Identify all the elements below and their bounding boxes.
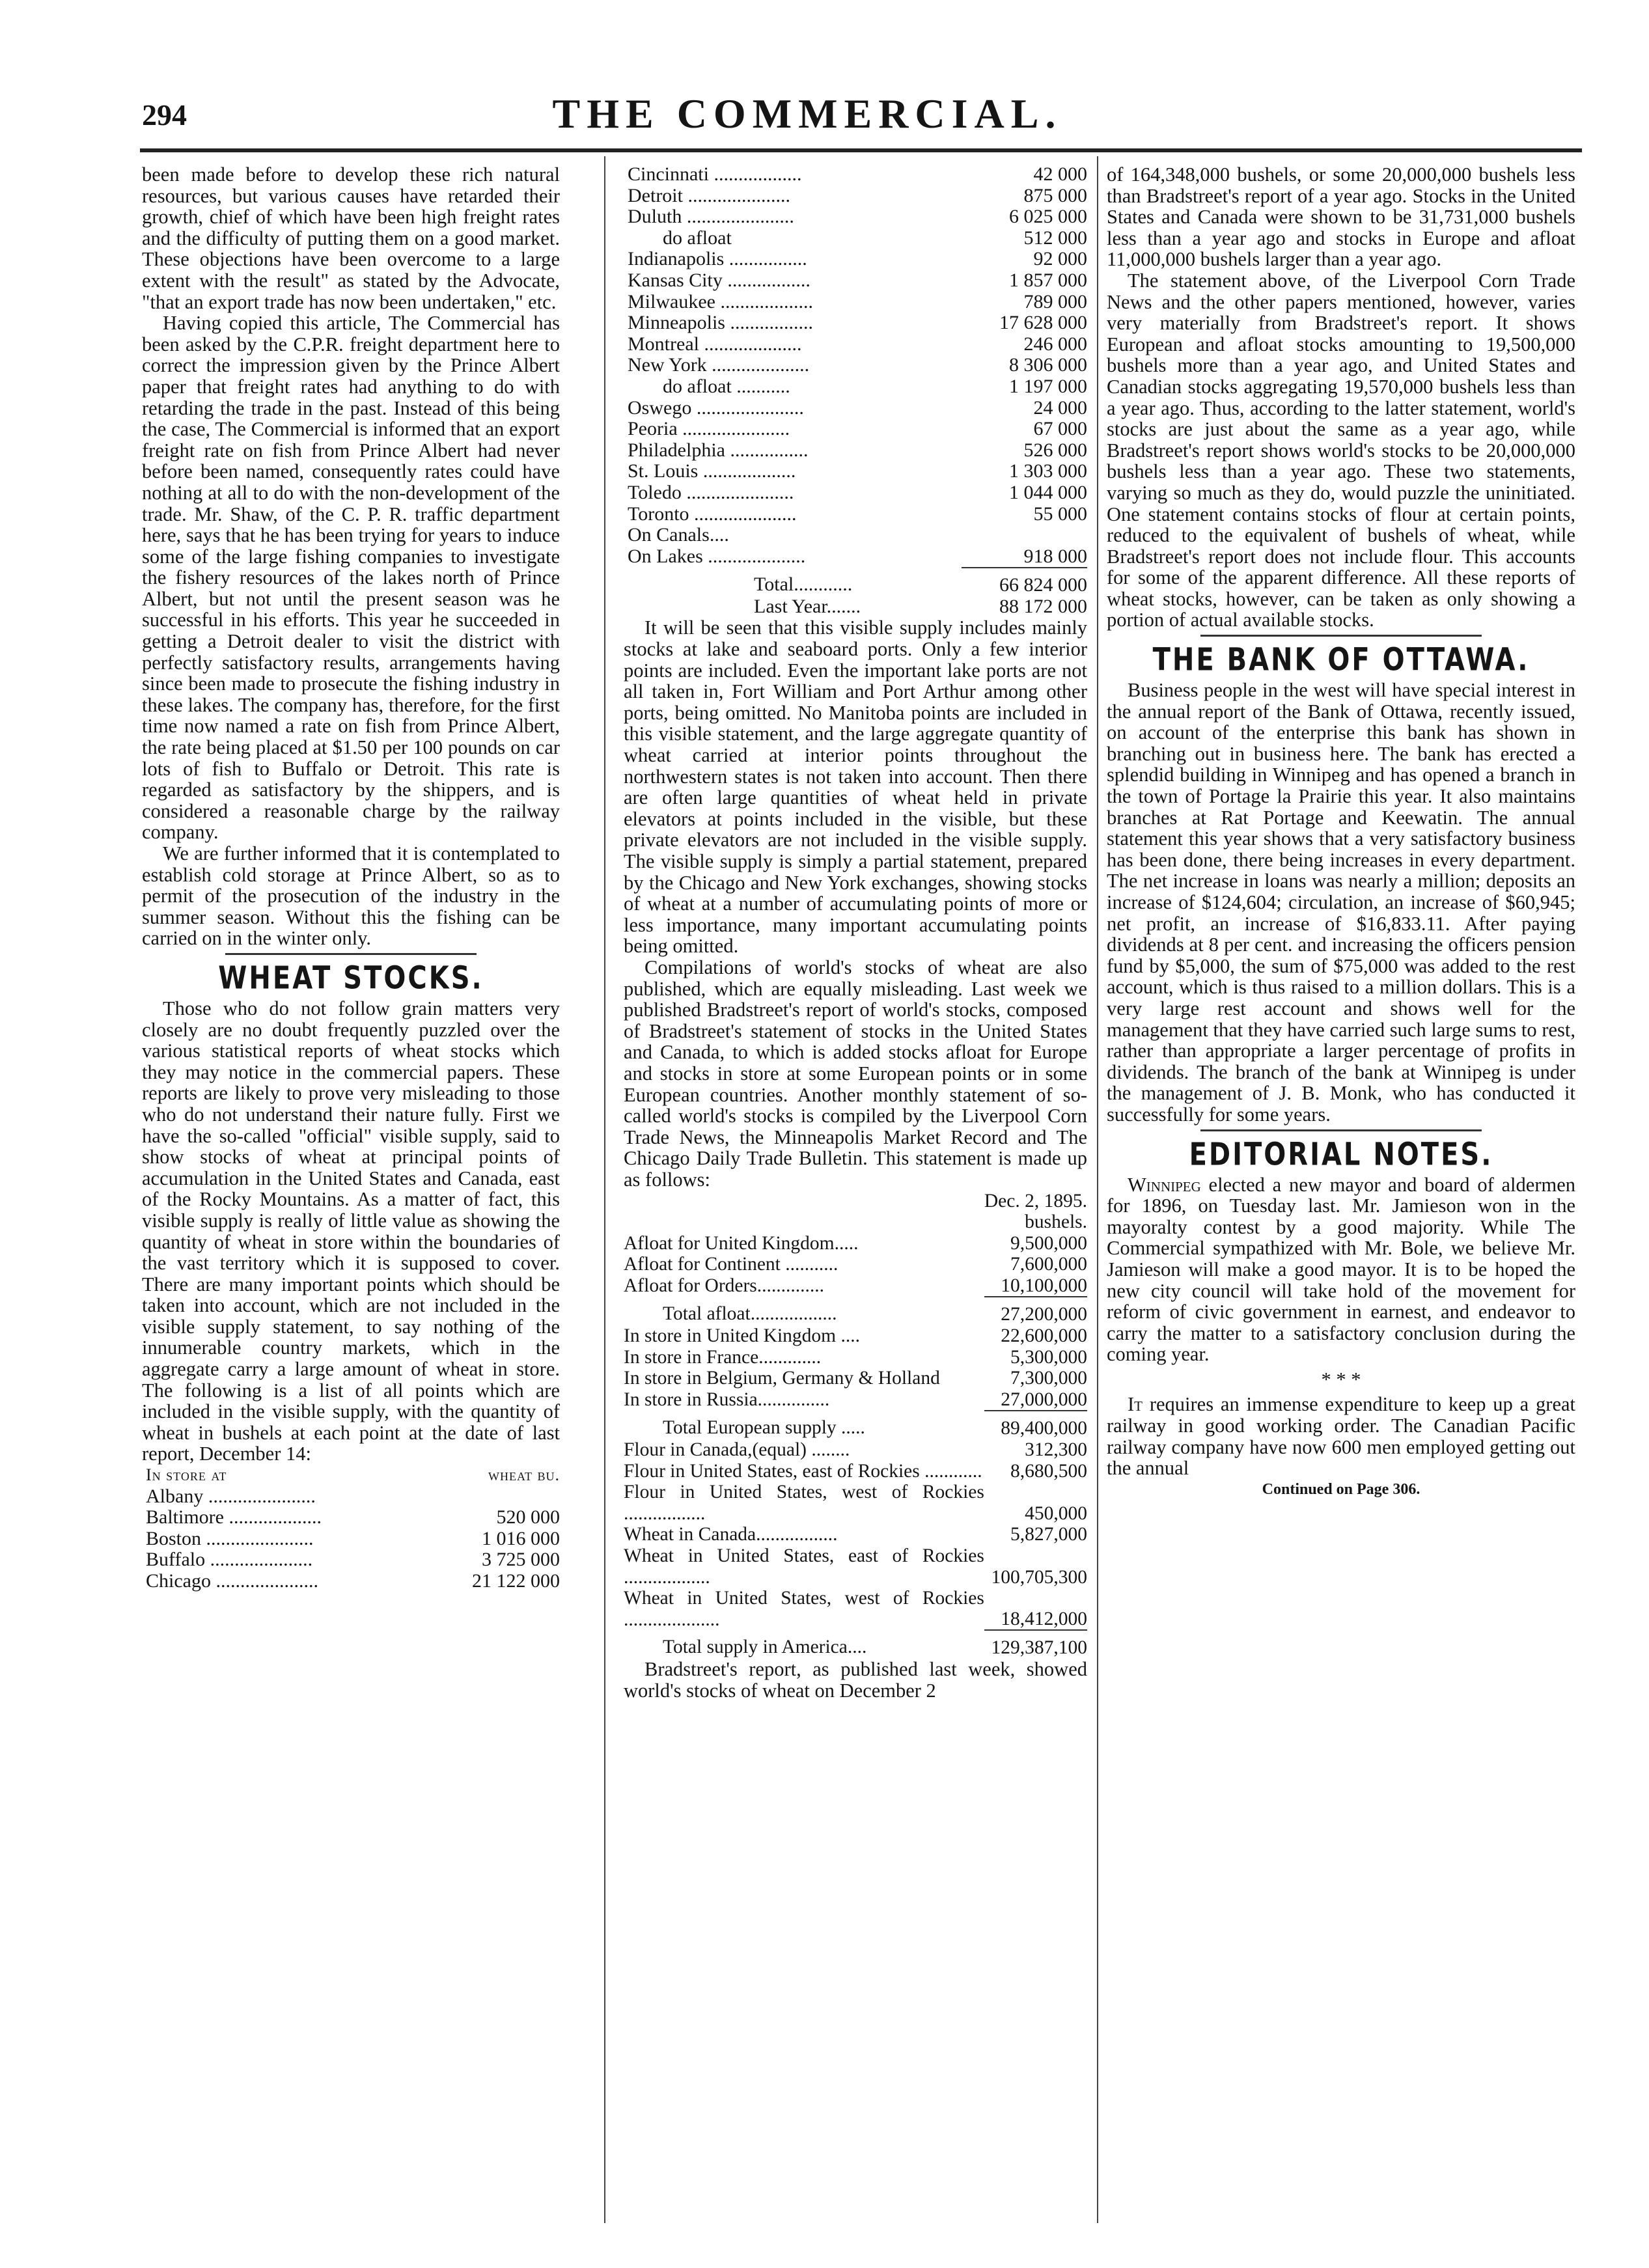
lead-word: It — [1128, 1393, 1143, 1416]
table-cell-value: 10,100,000 — [1001, 1275, 1087, 1296]
table-row — [624, 270, 1087, 292]
table-cell-label: Kansas City ................. — [628, 269, 811, 291]
column-divider-2 — [1097, 156, 1098, 2223]
table-cell-label: Indianapolis ................ — [628, 248, 807, 270]
table-row — [624, 164, 1087, 186]
table-cell-label: Afloat for Continent ........... — [624, 1254, 838, 1275]
table-cell-label: Milwaukee ................... — [628, 290, 813, 312]
table-cell-value: 246 000 — [1023, 333, 1087, 355]
table-cell-value: 1 197 000 — [1009, 375, 1087, 397]
table-cell-label: In store in Russia............... — [624, 1389, 830, 1410]
date-header: Dec. 2, 1895. — [984, 1190, 1087, 1211]
table-row — [624, 419, 1087, 440]
table-cell-value: 7,600,000 — [1010, 1254, 1087, 1275]
table-row — [624, 1233, 1087, 1254]
table-header-row — [624, 1211, 1087, 1233]
table-cell-label: Oswego ...................... — [628, 396, 804, 419]
table-cell-value: 89,400,000 — [984, 1411, 1087, 1439]
table-total-row — [624, 596, 1087, 618]
table-cell-value: 67 000 — [1033, 418, 1087, 440]
table-header-row — [624, 1191, 1087, 1212]
table-cell-value: 22,600,000 — [1001, 1325, 1087, 1347]
table-cell-label: St. Louis ................... — [628, 460, 796, 482]
table-cell-label: Flour in United States, west of Rockies ................. — [624, 1482, 984, 1524]
table-cell-label: Peoria ...................... — [628, 418, 790, 440]
article-paragraph: Compilations of world's stocks of wheat are also published, which are equally misleading. Last week we published Bradstreet's report of world's stocks, composed of Bradstreet's statement of stocks in the United States and Canada, to which is added stocks afloat for Europe and stocks in store at some European points or in some European countries. Another monthly statement of so-called world's stocks is compiled by the Liverpool Corn Trade News, the Minneapolis Market Record and The Chicago Daily Trade Bulletin. This statement is made up as follows: — [624, 956, 1087, 1191]
article-paragraph: Those who do not follow grain matters very closely are no doubt frequently puzzled over the various statistical reports of wheat stocks which they may notice in the commercial papers. These reports are likely to prove very misleading to those who do not understand their nature fully. First we have the so-called "official" visible supply, said to show stocks of wheat at principal points of accumulation in the United States and Canada, east of the Rocky Mountains. As a matter of fact, this visible supply is really of little value as showing the quantity of wheat in store within the boundaries of the vast territory which it is supposed to cover. There are many important points which should be taken into account, which are not included in the visible supply statement, to say nothing of the innumerable country markets, which in the aggregate carry a large amount of wheat in store. The following is a list of all points which are included in the visible supply, with the quantity of wheat in bushels at each point at the date of last report, December 14: — [142, 997, 560, 1465]
table-row — [624, 1461, 1087, 1482]
table-cell-value: 8 306 000 — [1009, 354, 1087, 376]
article-paragraph: We are further informed that it is contemplated to establish cold storage at Prince Albert, so as to permit of the prosecution of the industry in the summer season. Without this the fishing can be carried on in the winter only. — [142, 842, 560, 950]
table-row — [624, 376, 1087, 398]
section-rule — [1200, 1129, 1482, 1131]
table-header-row — [142, 1465, 560, 1486]
table-cell-label: Afloat for Orders.............. — [624, 1275, 825, 1296]
table-cell-label: Minneapolis ................. — [628, 312, 813, 334]
table-cell-value: 526 000 — [1023, 439, 1087, 461]
table-cell-value: 9,500,000 — [1010, 1232, 1087, 1254]
lead-word: Winnipeg — [1128, 1173, 1201, 1196]
table-cell-value: 42 000 — [1033, 163, 1087, 185]
article-paragraph: been made before to develop these rich natural resources, but various causes have retarded their growth, chief of which have been high freight rates and the difficulty of putting them on a good market. These objections have been overcome to a large extent with the result" as stated by the Advocate, "that an export trade has now been undertaken," etc. — [142, 163, 560, 313]
table-cell-label: Last Year....... — [754, 595, 861, 617]
table-cell-value: 17 628 000 — [999, 312, 1087, 334]
table-cell-value: 55 000 — [1033, 503, 1087, 525]
table-total-row — [624, 1297, 1087, 1325]
table-cell-label: Cincinnati .................. — [628, 163, 802, 185]
table-cell-value: 24 000 — [1033, 396, 1087, 419]
column-divider-1 — [604, 156, 605, 2223]
table-cell-value: 27,000,000 — [1001, 1389, 1087, 1410]
table-row — [142, 1507, 560, 1528]
header-rule — [140, 148, 1582, 152]
paragraph-text: requires an immense expenditure to keep up a great railway in good working order. The Canadian Pacific railway company have now 600 men employed getting out the annual — [1107, 1393, 1575, 1480]
visible-supply-table-part2 — [624, 164, 1087, 617]
table-row — [624, 292, 1087, 313]
article-paragraph: It will be seen that this visible supply includes mainly stocks at lake and seaboard ports. Only a few interior points are included. Even the important lake ports are not all taken in, Fort William and Port Arthur among other ports, being omitted. No Manitoba points are included in this visible statement, and the large aggregate quantity of wheat carried at interior points throughout the northwestern states is not taken into account. Then there are often large quantities of wheat held in private elevators at points included in the visible, but these private elevators are not included in the visible supply. The visible supply is simply a partial statement, prepared by the Chicago and New York exchanges, showing stocks of wheat at a number of accumulating points of more or less importance, many important accumulating points being omitted. — [624, 616, 1087, 958]
table-cell-label: Flour in Canada,(equal) ........ — [624, 1439, 850, 1461]
table-row — [624, 228, 1087, 249]
table-cell-value: 3 725 000 — [482, 1549, 560, 1571]
article-paragraph: of 164,348,000 bushels, or some 20,000,000 bushels less than Bradstreet's report of a year ago. Stocks in the United States and Canada were shown to be 31,731,000 bushels less than a year ago and stocks in Europe and afloat 11,000,000 bushels larger than a year ago. — [1107, 163, 1575, 271]
table-cell-value: 1 303 000 — [1009, 460, 1087, 482]
article-paragraph — [1107, 1394, 1575, 1478]
table-row — [624, 186, 1087, 207]
table-row — [624, 312, 1087, 334]
asterism: * * * — [1321, 1368, 1361, 1390]
table-row — [142, 1486, 560, 1508]
table-cell-value: 875 000 — [1023, 184, 1087, 206]
column-2 — [624, 164, 1087, 1701]
table-cell-value: 512 000 — [1023, 227, 1087, 249]
table-cell-label: Baltimore ................... — [146, 1506, 322, 1528]
table-row — [624, 1275, 1087, 1297]
table-cell-value: 27,200,000 — [984, 1297, 1087, 1325]
table-cell-label: Afloat for United Kingdom..... — [624, 1232, 859, 1254]
table-row — [624, 334, 1087, 355]
table-row — [624, 546, 1087, 568]
table-cell-value: 66 824 000 — [962, 568, 1087, 596]
table-cell-value: 129,387,100 — [984, 1630, 1087, 1659]
table-cell-value: 1 016 000 — [482, 1527, 560, 1549]
table-header-right: wheat bu. — [488, 1465, 560, 1485]
table-cell-value: 88 172 000 — [999, 595, 1087, 617]
table-cell-label: Detroit ..................... — [628, 184, 790, 206]
table-row — [624, 1545, 1087, 1588]
table-row — [624, 1347, 1087, 1368]
table-cell-label: Wheat in Canada................. — [624, 1524, 838, 1545]
continued-note: Continued on Page 306. — [1262, 1480, 1420, 1498]
table-cell-label: On Lakes .................... — [628, 545, 806, 567]
table-cell-value: 789 000 — [1023, 290, 1087, 312]
unit-header: bushels. — [1025, 1211, 1087, 1233]
table-cell-label: Philadelphia ................ — [628, 439, 809, 461]
table-cell-label: Albany ...................... — [146, 1485, 316, 1507]
table-row — [624, 1482, 1087, 1524]
table-row — [624, 1588, 1087, 1630]
section-heading-bank-of-ottawa: THE BANK OF OTTAWA. — [1152, 642, 1530, 678]
table-row — [624, 482, 1087, 504]
article-paragraph: The statement above, of the Liverpool Corn Trade News and the other papers mentioned, however, varies very materially from Bradstreet's report. It shows European and afloat stocks amounting to 19,500,000 bushels more than a year ago, and United States and Canadian stocks aggregating 19,570,000 bushels less than a year ago. Thus, according to the latter statement, world's stocks are just about the same as a year ago, while Bradstreet's report shows world's stocks to be 20,000,000 bushels less than a year ago. These two statements, varying so much as they do, would puzzle the uninitiated. One statement contains stocks of flour at certain points, reduced to the equivalent of bushels of wheat, while Bradstreet's report does not include flour. This accounts for some of the apparent difference. All these reports of wheat stocks, however, can be taken as only showing a portion of actual available stocks. — [1107, 269, 1575, 631]
table-cell-label: Flour in United States, east of Rockies ............ — [624, 1460, 982, 1482]
visible-supply-table-part1 — [142, 1465, 560, 1592]
section-heading-wheat-stocks: WHEAT STOCKS. — [218, 960, 484, 997]
table-cell-value: 312,300 — [1025, 1439, 1087, 1461]
table-row — [624, 249, 1087, 270]
article-paragraph — [1107, 1174, 1575, 1365]
table-cell-label: Toronto ..................... — [628, 503, 797, 525]
section-rule — [225, 953, 476, 955]
table-row — [624, 440, 1087, 462]
table-cell-label: Chicago ..................... — [146, 1570, 318, 1592]
section-heading-editorial-notes: EDITORIAL NOTES. — [1189, 1136, 1493, 1173]
table-row — [624, 1368, 1087, 1389]
table-cell-label: do afloat — [663, 227, 732, 249]
table-row — [624, 206, 1087, 228]
table-cell-label: Toledo ...................... — [628, 481, 794, 503]
column-1 — [142, 164, 560, 1592]
table-cell-label: In store in Belgium, Germany & Holland — [624, 1368, 940, 1389]
page-number: 294 — [142, 98, 187, 131]
table-cell-label: do afloat ........... — [663, 375, 790, 397]
table-row — [624, 355, 1087, 376]
table-header-left: In store at — [146, 1465, 227, 1485]
table-total-row — [624, 568, 1087, 596]
table-cell-value: 1 857 000 — [1009, 269, 1087, 291]
table-cell-value — [962, 525, 1087, 546]
world-stocks-table — [624, 1191, 1087, 1659]
table-cell-label: Total European supply ..... — [663, 1417, 865, 1439]
table-row — [624, 1389, 1087, 1411]
table-cell-value: 1 044 000 — [1009, 481, 1087, 503]
table-row — [624, 525, 1087, 546]
table-row — [624, 398, 1087, 419]
table-cell-value: 6 025 000 — [1009, 206, 1087, 228]
table-total-row — [624, 1411, 1087, 1439]
table-row — [624, 1439, 1087, 1461]
table-total-row — [624, 1630, 1087, 1659]
table-cell-label: Total............ — [754, 574, 853, 596]
table-cell-label: On Canals.... — [628, 524, 729, 546]
table-cell-label: Montreal .................... — [628, 333, 802, 355]
table-cell-value: 7,300,000 — [1010, 1368, 1087, 1389]
section-rule — [1200, 635, 1482, 637]
table-cell-value: 450,000 — [1025, 1502, 1087, 1524]
table-cell-label: Wheat in United States, east of Rockies .................. — [624, 1545, 984, 1588]
table-row — [624, 1524, 1087, 1545]
table-cell-label: Total supply in America.... — [663, 1637, 867, 1658]
paragraph-text: elected a new mayor and board of aldermen for 1896, on Tuesday last. Mr. Jamieson won in the mayoralty contest by a good majority. While The Commercial sympathized with Mr. Bole, we believe Mr. Jamieson will make a good mayor. It is to be hoped the new city council will take hold of the movement for reform of civic government in earnest, and endeavor to carry the matter to a satisfactory conclusion during the coming year. — [1107, 1173, 1575, 1366]
table-row — [142, 1571, 560, 1592]
table-cell-value: 918 000 — [1023, 545, 1087, 567]
table-cell-label: Boston ...................... — [146, 1527, 314, 1549]
table-cell-value: 5,300,000 — [1010, 1346, 1087, 1368]
table-cell-value: 18,412,000 — [1001, 1608, 1087, 1629]
table-cell-label: In store in France............. — [624, 1346, 822, 1368]
table-row — [624, 504, 1087, 525]
article-paragraph: Business people in the west will have special interest in the annual report of the Bank of Ottawa, recently issued, on account of the enterprise this bank has shown in branching out in business here. The bank has erected a splendid building in Winnipeg and has opened a branch in the town of Portage la Prairie this year. It also maintains branches at Rat Portage and Keewatin. The annual statement this year shows that a very satisfactory business has been done, there being increases in every department. The net increase in loans was nearly a million; deposits an increase of $124,604; circulation, an increase of $60,945; net profit, an increase of $16,833.11. After paying dividends at 8 per cent. and increasing the officers pension fund by $5,000, the sum of $75,000 was added to the rest account, which is thus raised to a million dollars. This is a very large rest account and shows well for the management that they have carried such large sums to rest, rather than appropriate a larger percentage of profits in dividends. The branch of the bank at Winnipeg is under the management of J. B. Monk, who has conducted it successfully for some years. — [1107, 679, 1575, 1126]
table-cell-value — [423, 1486, 560, 1508]
table-cell-value: 8,680,500 — [1010, 1460, 1087, 1482]
table-row — [142, 1549, 560, 1571]
table-row — [624, 1325, 1087, 1347]
table-cell-value: 21 122 000 — [472, 1570, 560, 1592]
table-row — [624, 1254, 1087, 1275]
table-cell-label: Buffalo ..................... — [146, 1549, 313, 1571]
column-3 — [1107, 164, 1575, 1500]
table-cell-value: 92 000 — [1033, 248, 1087, 270]
article-paragraph: Having copied this article, The Commercial has been asked by the C.P.R. freight department here to correct the impression given by the Prince Albert paper that freight rates had anything to do with retarding the trade in the past. Instead of this being the case, The Commercial is informed that an export freight rate on fish from Prince Albert had never before been named, consequently rates could have nothing at all to do with the non-development of the trade. Mr. Shaw, of the C. P. R. traffic department here, says that he has been trying for years to induce some of the large fishing companies to investigate the fishery resources of the lakes north of Prince Albert, but not until the present season was he successful in his efforts. This year he succeeded in getting a Detroit dealer to visit the district with perfectly satisfactory results, arrangements having since been made to prosecute the fishing industry in these lakes. The company has, therefore, for the first time now named a rate on fish from Prince Albert, the rate being placed at $1.50 per 100 pounds on car lots of fish to Buffalo or Detroit. This rate is regarded as satisfactory by the shippers, and is considered a reasonable charge by the railway company. — [142, 312, 560, 844]
table-cell-label: Duluth ...................... — [628, 206, 794, 228]
table-row — [624, 461, 1087, 482]
table-cell-label: New York .................... — [628, 354, 810, 376]
table-cell-label: Total afloat.................. — [663, 1303, 837, 1325]
masthead-title: THE COMMERCIAL. — [552, 90, 1062, 137]
table-cell-value: 520 000 — [496, 1506, 560, 1528]
table-row — [142, 1528, 560, 1550]
table-cell-label: Wheat in United States, west of Rockies .................... — [624, 1588, 984, 1630]
table-cell-label: In store in United Kingdom .... — [624, 1325, 860, 1347]
article-paragraph: Bradstreet's report, as published last week, showed world's stocks of wheat on December 2 — [624, 1657, 1087, 1702]
table-cell-value: 100,705,300 — [991, 1566, 1087, 1588]
table-cell-value: 5,827,000 — [1010, 1524, 1087, 1545]
